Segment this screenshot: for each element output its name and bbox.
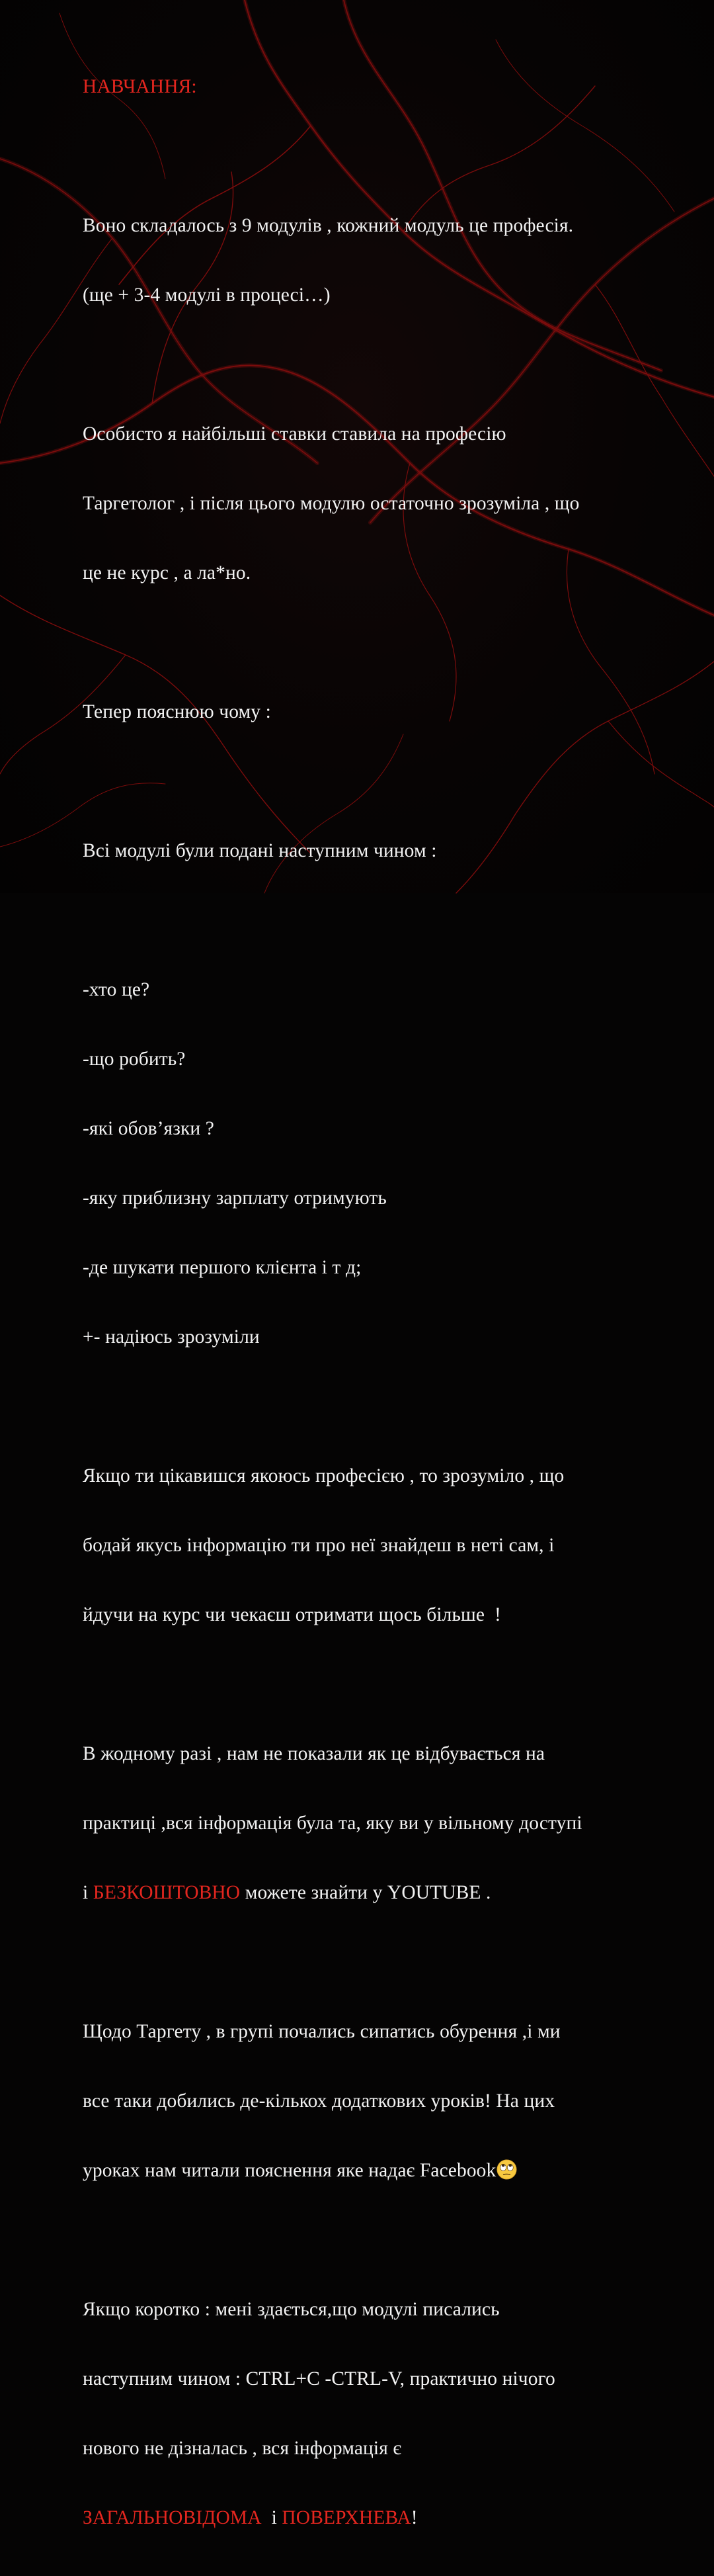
highlight-common-knowledge: ЗАГАЛЬНОВІДОМА [83,2507,262,2528]
spacer [83,909,664,932]
list-item: +- надіюсь зрозуміли [83,1326,260,1348]
p6-line-3-suffix: можете знайти у YOUTUBE . [240,1882,491,1903]
highlight-free: БЕЗКОШТОВНО [93,1882,241,1903]
spacer [83,353,664,376]
list-item: -яку приблизну зарплату отримують [83,1187,387,1209]
p5-line-1: Якщо ти цікавишся якоюсь професією , то зрозуміло , що [83,1465,565,1486]
spacer [83,770,664,793]
p7-line-3-text: уроках нам читали пояснення яке надає Facebook [83,2160,496,2181]
p5-line-3: йдучи на курс чи чекаєш отримати щось більше ! [83,1604,501,1625]
p8-line-3: нового не дізналась , вся інформація є [83,2438,402,2459]
list-item: -які обов’язки ? [83,1118,214,1139]
p2-line-1: Особисто я найбільші ставки ставила на професію [83,423,506,445]
list-item: -де шукати першого клієнта і т д; [83,1257,362,1278]
p6-line-1: В жодному разі , нам не показали як це відбувається на [83,1743,545,1764]
p1-line-2: (ще + 3-4 модулі в процесі…) [83,284,331,306]
spacer [83,2229,664,2252]
list-item: -що робить? [83,1049,186,1070]
p1-line-1: Воно складалось з 9 модулів , кожний модуль це професія. [83,215,574,236]
p8-line-4 [83,2507,664,2530]
p6-line-3 [83,1881,664,1905]
p2-line-2: Таргетолог , і після цього модулю остаточно зрозуміла , що [83,493,580,514]
post-text [83,29,664,2576]
p3-line: Тепер пояснюю чому : [83,701,271,722]
p7-line-2: все таки добились де-кількох додаткових уроків! На цих [83,2090,555,2112]
p7-line-1: Щодо Таргету , в групі почались сипатись обурення ,і ми [83,2021,561,2042]
spacer [83,1673,664,1696]
spacer [83,631,664,654]
p2-line-3: це не курс , а ла*но. [83,562,251,583]
p6-line-2: практиці ,вся інформація була та, яку ви у вільному доступі [83,1813,582,1834]
p8-line-4-suffix: ! [411,2507,418,2528]
heading: НАВЧАННЯ: [83,76,197,97]
highlight-superficial: ПОВЕРХНЕВА [282,2507,411,2528]
p8-line-2: наступним чином : CTRL+C -CTRL-V, практично нічого [83,2368,555,2389]
spacer [83,1395,664,1418]
p8-line-1: Якщо коротко : мені здається,що модулі писались [83,2299,500,2320]
p4-line: Всі модулі були подані наступним чином : [83,840,437,861]
p6-line-3-prefix: і [83,1882,93,1903]
p7-line-3 [83,2159,664,2182]
list-item: -хто це? [83,979,150,1000]
spacer [83,1951,664,1974]
spacer [83,145,664,168]
p8-line-4-middle: і [261,2507,282,2528]
eye-roll-emoji-icon [496,2159,517,2180]
p5-line-2: бодай якусь інформацію ти про неї знайдеш в неті сам, і [83,1535,555,1556]
